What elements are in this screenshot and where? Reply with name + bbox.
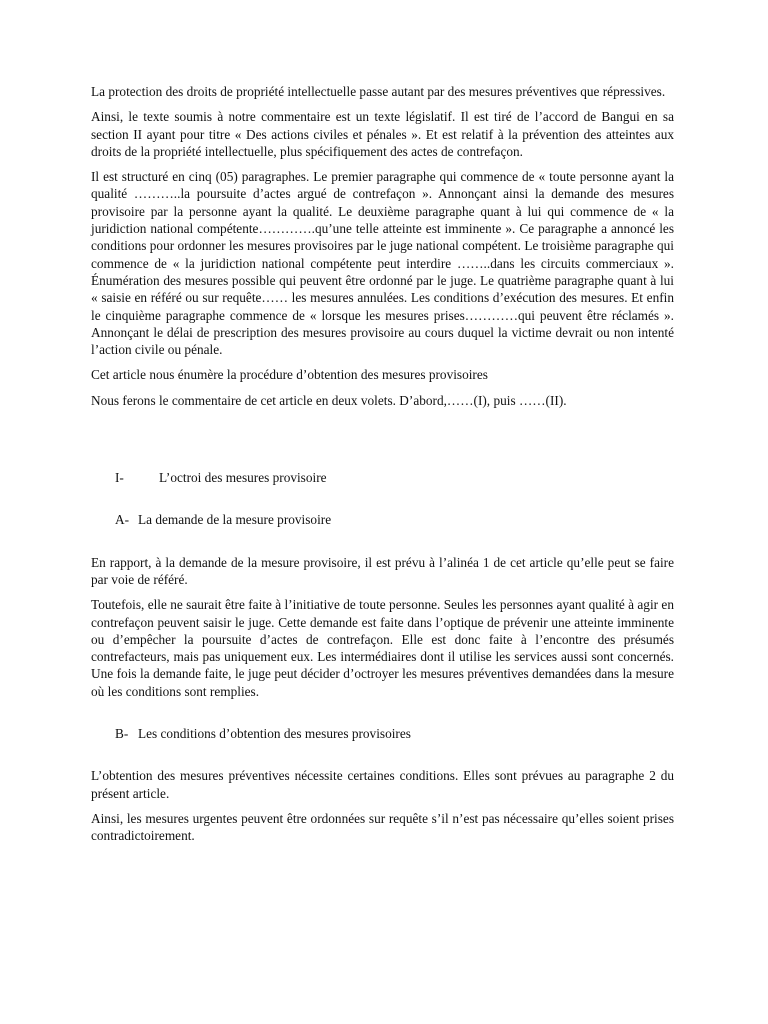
- section-b-paragraph-2: Ainsi, les mesures urgentes peuvent être ordonnées sur requête s’il n’est pas nécessaire qu’elles soient prises contradictoirement.: [91, 810, 674, 844]
- subsection-number: A-: [115, 512, 130, 528]
- intro-paragraph: La protection des droits de propriété intellectuelle passe autant par des mesures préventives que répressives.: [91, 84, 666, 99]
- context-paragraph: Ainsi, le texte soumis à notre commentaire est un texte législatif. Il est tiré de l’accord de Bangui en sa section II ayant pour titre « Des actions civiles et pénales ». Et est relatif à la prévention des atteintes aux droits de la propriété intellectuelle, plus spécifiquement des actes de contrefaçon.: [91, 109, 674, 159]
- subsection-heading-a: [91, 511, 674, 528]
- section-number: I-: [115, 470, 124, 486]
- section-heading-1: [91, 469, 674, 486]
- structure-paragraph: Il est structuré en cinq (05) paragraphes. Le premier paragraphe qui commence de « toute personne ayant la qualité ………..la poursuite d’actes argué de contrefaçon ». Annonçant ainsi la demande des mesures provisoire par la personne ayant la qualité. Le deuxième paragraphe quant à lui qui commence de « la juridiction national compétente………….qu’une telle atteinte est imminente ». Ce paragraphe a annoncé les conditions pour ordonner les mesures provisoires par le juge national compétent. Le troisième paragraphe qui commence de « la juridiction national compétente peut interdire ……..dans les circuits commerciaux ». Énumération des mesures possible qui peuvent être ordonné par le juge. Le quatrième paragraphe quant à lui « saisie en référé ou sur requête…… les mesures annulées. Les conditions d’exécution des mesures. Et enfin le cinquième paragraphe commence de « lorsque les mesures prises…………qui peuvent être réclamés ». Annonçant le délai de prescription des mesures provisoire au cours duquel la victime devrait ou non intenté l’action civile ou pénale.: [91, 169, 674, 358]
- section-b-paragraph-1: L’obtention des mesures préventives nécessite certaines conditions. Elles sont prévues au paragraphe 2 du présent article.: [91, 768, 674, 801]
- subsection-title: Les conditions d’obtention des mesures provisoires: [138, 726, 411, 742]
- section-a-paragraph-2: Toutefois, elle ne saurait être faite à l’initiative de toute personne. Seules les personnes ayant qualité à agir en contrefaçon peuvent saisir le juge. Cette demande est faite dans l’optique de prévenir une atteinte imminente ou d’empêcher la poursuite d’actes de contrefaçon. Elle est donc faite à l’encontre des présumés contrefacteurs, mais pas uniquement eux. Les intermédiaires dont il utilise les services aussi sont concernés. Une fois la demande faite, le juge peut décider d’octroyer les mesures préventives demandées dans la mesure où les conditions sont remplies.: [91, 597, 674, 699]
- section-a-paragraph-1: En rapport, à la demande de la mesure provisoire, il est prévu à l’alinéa 1 de cet article qu’elle peut se faire par voie de référé.: [91, 554, 674, 587]
- subsection-title: La demande de la mesure provisoire: [138, 512, 332, 528]
- section-title: L’octroi des mesures provisoire: [159, 470, 327, 486]
- subsection-heading-b: [91, 725, 674, 742]
- plan-paragraph: Nous ferons le commentaire de cet article en deux volets. D’abord,……(I), puis ……(II).: [91, 392, 567, 408]
- announcement-paragraph: Cet article nous énumère la procédure d’obtention des mesures provisoires: [91, 367, 488, 383]
- subsection-number: B-: [115, 726, 129, 742]
